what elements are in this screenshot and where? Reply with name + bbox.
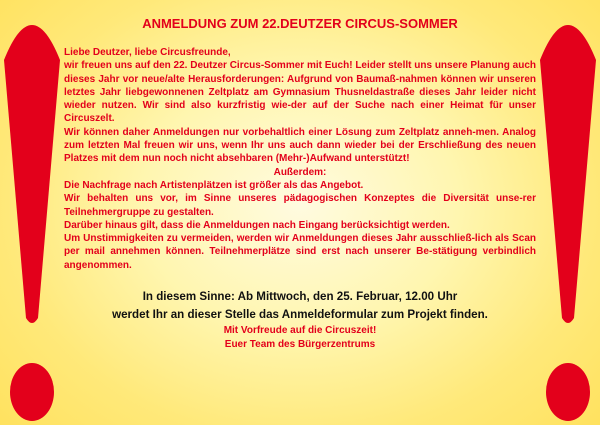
announcement-line-1: In diesem Sinne: Ab Mittwoch, den 25. Februar, 12.00 Uhr [142, 290, 458, 304]
exclamation-mark-right-icon [538, 0, 598, 425]
paragraph-order: Darüber hinaus gilt, dass die Anmeldungen nach Eingang berücksichtigt werden. [64, 219, 450, 231]
announcement-line-2: werdet Ihr an dieser Stelle das Anmeldeformular zum Projekt finden. [112, 308, 488, 322]
greeting: Liebe Deutzer, liebe Circusfreunde, [64, 47, 231, 58]
paragraph-diversity: Wir behalten uns vor, im Sinne unseres pädagogischen Konzeptes die Diversität unse-rer Teilnehmergruppe zu gestalten. [64, 193, 536, 218]
footer-greeting: Mit Vorfreude auf die Circuszeit! [223, 325, 377, 337]
exclamation-mark-left-icon [2, 0, 62, 425]
content [64, 16, 536, 352]
paragraph-registration: Wir können daher Anmeldungen nur vorbehaltlich einer Lösung zum Zeltplatz anneh-men. Analog zum letzten Mal freuen wir uns, wenn Ihr uns auch dann wieder bei der Erschließung des neuen Platzes mit dem nun noch nicht absehbaren (Mehr-)Aufwand unterstützt! [64, 126, 536, 165]
paragraph-scan: Um Unstimmigkeiten zu vermeiden, werden wir Anmeldungen dieses Jahr ausschließ-lich als Scan per mail annehmen können. Teilnehmerplätze sind erst nach unserer Be-stätigung verbindlich angenommen. [64, 233, 536, 271]
paragraph-planning: wir freuen uns auf den 22. Deutzer Circus-Sommer mit Euch! Leider stellt uns unsere Planung auch dieses Jahr vor neue/alte Herausforderungen: Aufgrund von Baumaß-nahmen können wir unseren letztes Jahr liebgewonnenen Zeltplatz am Gymnasium Thusneldastraße dieses Jahr leider nicht wieder nutzen. Wir sind also kurzfristig wie-der auf der Suche nach einer Heimat für unser Circuszelt. [64, 60, 536, 125]
page-title: ANMELDUNG ZUM 22.DEUTZER CIRCUS-SOMMER [142, 16, 458, 31]
body-text [64, 46, 536, 272]
subheading-ausserdem: Außerdem: [273, 166, 327, 178]
paragraph-demand: Die Nachfrage nach Artistenplätzen ist größer als das Angebot. [64, 179, 364, 191]
footer-signature: Euer Team des Bürgerzentrums [224, 339, 376, 351]
